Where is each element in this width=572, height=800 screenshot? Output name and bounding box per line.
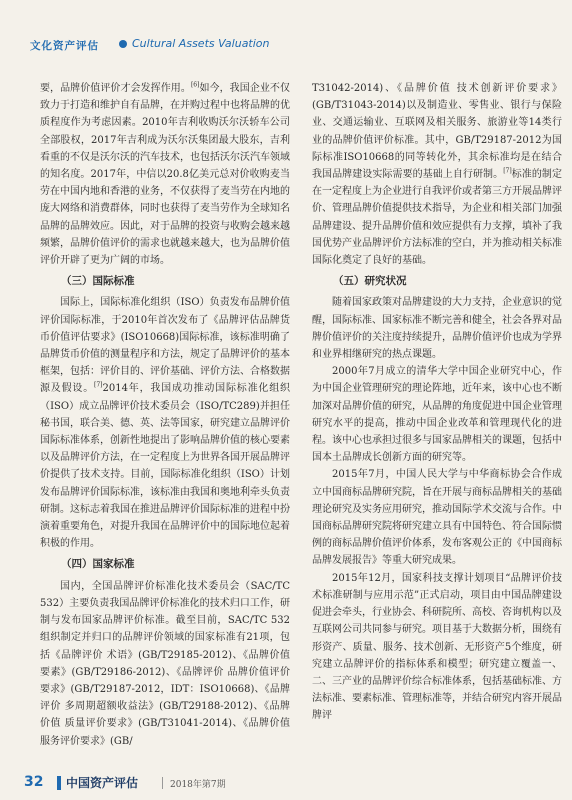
magazine-title: 中国资产评估 — [66, 776, 139, 790]
paragraph: 国内，全国品牌评价标准化技术委员会（SAC/TC 532）主要负责我国品牌评价标准化的技术归口工作，研制与发布国家品牌评价标准。截至目前，SAC/TC 532组织制定并归口的品牌评价领域的国家标准有21项，包括《品牌评价 术语》(GB/T29185-2012)、《品牌价值 要素》(GB/T29186-2012)、《品牌评价 品牌价值评价要求》(GB/T29187-2012，IDT：ISO10668)、《品牌评价 多周期超额收益法》(GB/T29188-2012)、《品牌价值 质量评价要求》(GB/T31041-2014)、《品牌价值 服务评价要求》(GB/ — [40, 580, 290, 747]
issue-label: 2018年第7期 — [170, 780, 226, 790]
reference-mark: [6] — [190, 81, 200, 89]
page-footer — [0, 770, 572, 800]
paragraph — [40, 80, 290, 269]
text: T31042-2014)、《品牌价值 技术创新评价要求》(GB/T31043-2014)以及制造业、零售业、银行与保险业、交通运输业、互联网及相关服务、旅游业等14类行业的品牌价值评价标准。其中，GB/T29187-2012为国际标准ISO10668的同等转化外，其余标准均是在结合我国品牌建设实际需要的基础上自行研制。 — [312, 83, 562, 181]
right-column — [312, 80, 562, 725]
paragraph: 2015年12月，国家科技支撑计划项目“品牌评价技术标准研制与应用示范”正式启动，项目由中国品牌建设促进会牵头，行业协会、科研院所、高校、咨询机构以及互联网公司共同参与研究。项目基于大数据分析，围绕有形资产、质量、服务、技术创新、无形资产5个维度，研究建立品牌评价的指标体系和模型；研究建立覆盖一、二、三产业的品牌评价综合标准体系，包括基础标准、方法标准、要素标准、管理标准等，并结合研究内容开展品牌评 — [312, 572, 562, 722]
text: 标准的制定在一定程度上为企业进行自我评价或者第三方开展品牌评价、管理品牌价值提供技术指导，为企业和相关部门加强品牌建设、提升品牌价值和效应提供有力支撑，填补了我国优势产业品牌评价方法标准的空白，并为推动相关标准国际化奠定了良好的基础。 — [312, 169, 562, 267]
paragraph — [312, 80, 562, 269]
section-heading: （五）研究状况 — [333, 275, 407, 288]
divider — [162, 777, 163, 789]
reference-mark: [7] — [94, 382, 103, 390]
text: 国际上，国际标准化组织（ISO）负责发布品牌价值评价国际标准，于2010年首次发布了《品牌评估品牌货币价值评估要求》(ISO10668)国际标准，该标准明确了品牌货币价值的测量程序和方法，规定了品牌评价的基本框架，包括：评价目的、评价基础、评价方法、合格数据源及假设。 — [40, 297, 290, 395]
text: 2014年，我国成功推动国际标准化组织（ISO）成立品牌评价技术委员会（ISO/TC289)并担任秘书国，联合美、德、英、法等国家，研究建立品牌评价国际标准体系，创新性地提出了影响品牌价值的核心要素以及品牌评价方法，在一定程度上为世界各国开展品牌评价提供了技术支持。目前，国际标准化组织（ISO）计划发布品牌评价国际标准，该标准由我国和奥地利牵头负责研制。这标志着我国在推进品牌评价国际标准的进程中扮演着重要角色，对提升我国在品牌评价中的国际地位起着积极的作用。 — [40, 383, 290, 550]
section-heading: （三）国际标准 — [61, 275, 135, 288]
bullet-dot-icon — [119, 40, 127, 48]
accent-bar — [57, 776, 61, 790]
reference-mark: [7] — [503, 167, 512, 175]
paragraph: 2000年7月成立的清华大学中国企业研究中心，作为中国企业管理研究的理论阵地，近年来，该中心也不断加深对品牌价值的研究，从品牌的角度促进中国企业管理研究水平的提高，推动中国企业改革和管理现代化的进程。该中心也承担过很多与国家品牌相关的课题，包括中国本土品牌成长创新方面的研究等。 — [312, 366, 562, 464]
paragraph: 2015年7月，中国人民大学与中华商标协会合作成立中国商标品牌研究院，旨在开展与商标品牌相关的基础理论研究及实务应用研究，推动国际学术交流与合作。中国商标品牌研究院将研究建立具有中国特色、符合国际惯例的商标品牌价值评价体系，发布客观公正的《中国商标品牌发展报告》等重大研究成果。 — [312, 469, 562, 567]
section-title-zh: 文化资产评估 — [30, 40, 99, 52]
page-number: 32 — [24, 774, 44, 790]
text: 要，品牌价值评价才会发挥作用。 — [40, 83, 191, 94]
paragraph — [40, 294, 290, 552]
page-header — [0, 0, 572, 60]
left-column — [40, 80, 290, 750]
text: 如今，我国企业不仅致力于打造和维护自有品牌，在并购过程中也将品牌的优质程度作为考虑因素。2010年吉利收购沃尔沃轿车公司全部股权，2017年吉利成为沃尔沃集团最大股东，吉利看重的不仅是沃尔沃的汽车技术，也包括沃尔沃汽车领域的知名度。2017年，中信以20.8亿美元总对价收购麦当劳在中国内地和香港的业务，不仅获得了麦当劳在内地的庞大网络和消费群体，同时也获得了麦当劳作为全球知名品牌的品牌效应。因此，对于品牌的投资与收购会越来越频繁，品牌价值评价的需求也就越来越大，也为品牌价值评价开辟了更为广阔的市场。 — [40, 83, 290, 267]
section-heading: （四）国家标准 — [61, 558, 135, 571]
paragraph: 随着国家政策对品牌建设的大力支持，企业意识的觉醒，国际标准、国家标准不断完善和健全，社会各界对品牌价值评价的关注度持续提升，品牌价值评价也成为学界和业界相继研究的热点课题。 — [312, 297, 562, 361]
section-title-en: Cultural Assets Valuation — [132, 37, 270, 50]
